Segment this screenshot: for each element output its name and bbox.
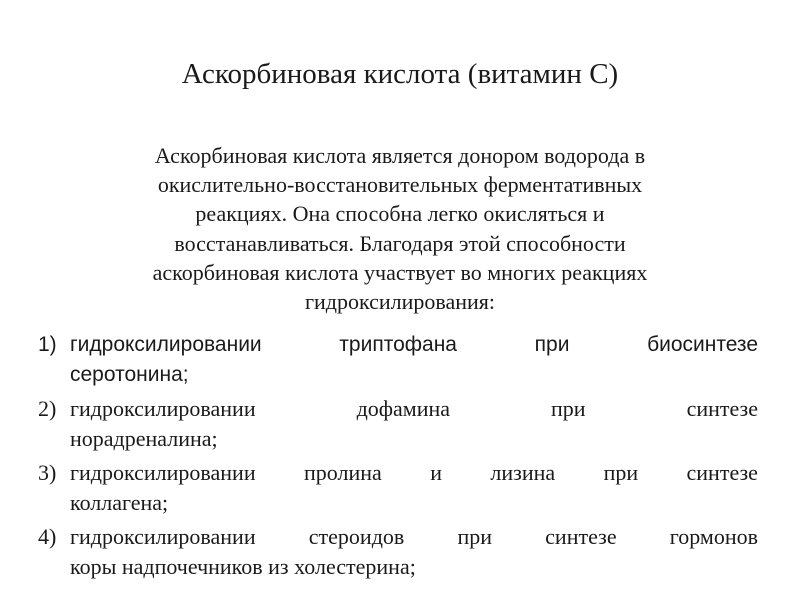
list-item-word: при xyxy=(457,524,492,549)
list-item-line: коры надпочечников из холестерина; xyxy=(70,554,416,579)
list-item-line: коллагена; xyxy=(70,490,169,515)
list-item-word: лизина xyxy=(490,460,556,485)
list-item-number: 4) xyxy=(38,524,57,549)
hydroxylation-list xyxy=(36,330,758,582)
list-item-word: синтезе xyxy=(686,460,758,485)
list-item-line: серотонина; xyxy=(70,363,189,386)
list-item-word: гидроксилировании xyxy=(70,524,256,549)
list-item-line xyxy=(70,458,758,488)
intro-line: окислительно-восстановительных ферментативных xyxy=(157,172,643,198)
intro-line: реакциях. Она способна легко окисляться и xyxy=(195,201,605,227)
list-item-word: гидроксилировании xyxy=(70,460,256,485)
list-item-word: триптофана xyxy=(339,333,457,356)
list-item-word: синтезе xyxy=(686,396,758,421)
list-item-word: при xyxy=(603,460,639,485)
list-item xyxy=(36,522,758,582)
list-item xyxy=(36,394,758,454)
list-item xyxy=(36,458,758,518)
list-item-word: пролина xyxy=(304,460,382,485)
slide-title: Аскорбиновая кислота (витамин С) xyxy=(181,58,619,90)
list-item-line xyxy=(70,394,758,424)
list-item-word: гидроксилировании xyxy=(70,396,256,421)
list-item-word: гидроксилировании xyxy=(70,333,262,356)
list-item-word: гормонов xyxy=(669,524,758,549)
list-item-line: норадреналина; xyxy=(70,426,218,451)
intro-line: восстанавливаться. Благодаря этой способности xyxy=(174,230,626,256)
list-item-word: биосинтезе xyxy=(647,333,758,356)
list-item xyxy=(36,330,758,390)
list-item-word: дофамина xyxy=(356,396,451,421)
list-item-word: при xyxy=(551,396,586,421)
list-item-word: синтезе xyxy=(545,524,617,549)
list-item-word: стероидов xyxy=(308,524,405,549)
intro-paragraph xyxy=(80,141,720,316)
intro-line: Аскорбиновая кислота является донором водорода в xyxy=(154,143,646,168)
list-item-word: и xyxy=(430,460,442,485)
list-item-word: при xyxy=(534,333,570,356)
intro-line: гидроксилирования: xyxy=(304,289,496,315)
list-item-line xyxy=(70,522,758,552)
intro-line: аскорбиновая кислота участвует во многих реакциях xyxy=(152,259,648,285)
list-item-number: 3) xyxy=(38,460,57,485)
list-item-number: 1) xyxy=(38,333,57,356)
list-item-line xyxy=(70,330,758,360)
list-item-number: 2) xyxy=(38,396,57,421)
